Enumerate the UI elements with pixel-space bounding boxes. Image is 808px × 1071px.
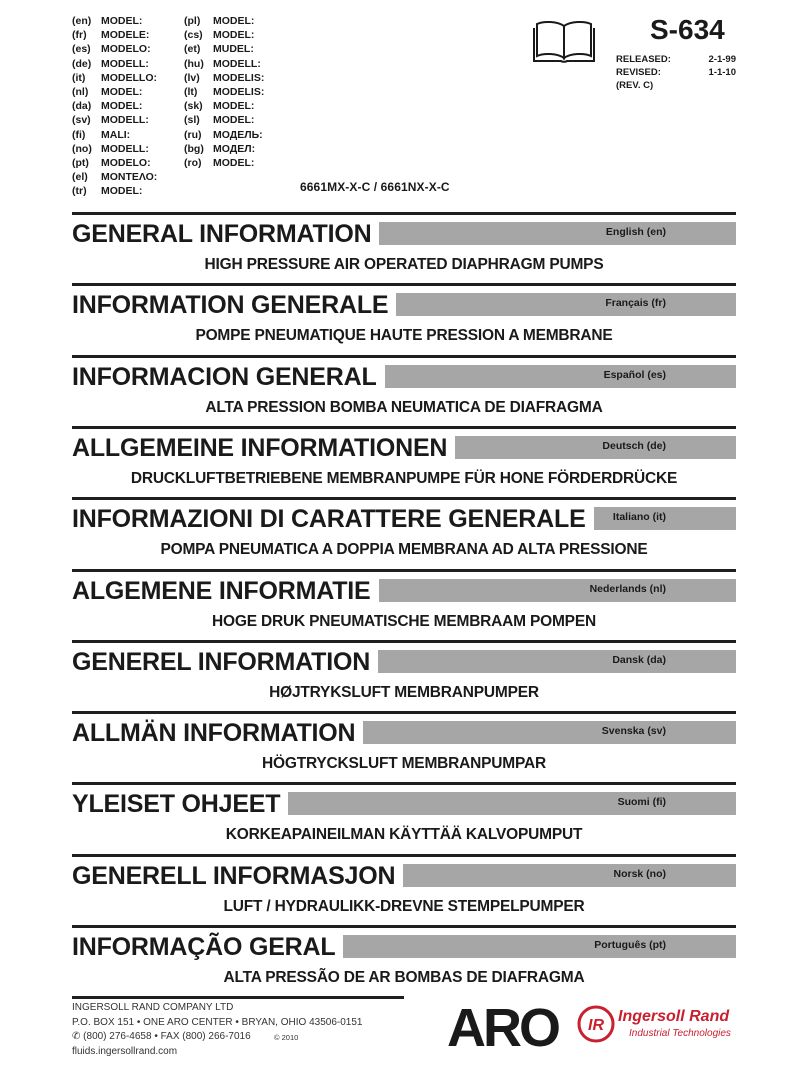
model-label: MODELL: <box>101 114 149 127</box>
model-label: MODEL: <box>213 15 255 27</box>
section-title: GENERAL INFORMATION <box>72 220 372 248</box>
postal-address: P.O. BOX 151 • ONE ARO CENTER • BRYAN, OHIO 43506-0151 <box>72 1016 363 1028</box>
model-row <box>184 113 264 127</box>
section-rule <box>72 355 736 358</box>
model-row <box>184 42 264 56</box>
section-subtitle: LUFT / HYDRAULIKK-DREVNE STEMPELPUMPER <box>223 898 585 915</box>
model-label: МОДЕЛ: <box>213 142 256 155</box>
language-code: (sl) <box>184 114 200 127</box>
language-bar <box>288 792 736 815</box>
language-bar <box>343 935 736 958</box>
model-label: MODEL: <box>213 114 255 127</box>
model-label: MALI: <box>101 128 131 141</box>
model-row <box>184 85 264 99</box>
language-code: (ro) <box>184 157 202 170</box>
model-row <box>72 99 157 113</box>
model-label: MODEL: <box>213 157 255 170</box>
released-label: RELEASED: <box>616 54 671 65</box>
footer-address <box>72 1001 362 1059</box>
language-code: (da) <box>72 100 92 113</box>
model-list-col2 <box>184 14 264 170</box>
language-code: (hu) <box>184 57 204 70</box>
phone-icon: ✆ <box>72 1031 84 1042</box>
section-subtitle: HÖGTRYCKSLUFT MEMBRANPUMPAR <box>262 755 546 772</box>
section-title: INFORMAÇÃO GERAL <box>72 933 336 961</box>
section-rule <box>72 782 736 785</box>
language-code: (fr) <box>72 29 87 42</box>
model-row <box>72 170 157 184</box>
revision-code: (REV. C) <box>616 80 654 91</box>
language-code: (sv) <box>72 114 91 127</box>
model-row <box>184 57 264 71</box>
model-label: ΜΟΝΤΕΛΟ: <box>101 171 158 184</box>
document-number: S-634 <box>650 14 725 45</box>
language-code: (lt) <box>184 86 198 99</box>
language-code: (nl) <box>72 86 89 99</box>
section-title: GENEREL INFORMATION <box>72 648 371 676</box>
language-code: (de) <box>72 57 92 70</box>
language-code: (ru) <box>184 128 202 141</box>
section-rule <box>72 497 736 500</box>
language-label: Norsk (no) <box>613 868 666 880</box>
section-title: GENERELL INFORMASJON <box>72 862 396 890</box>
section-rule <box>72 640 736 643</box>
language-bar <box>396 293 736 316</box>
model-row <box>184 128 264 142</box>
model-label: MODEL: <box>101 15 143 27</box>
website: fluids.ingersollrand.com <box>72 1045 178 1057</box>
section-rule <box>72 283 736 286</box>
revised-value: 1-1-10 <box>708 67 736 78</box>
model-row <box>184 99 264 113</box>
section-rule <box>72 711 736 714</box>
language-code: (bg) <box>184 142 204 155</box>
released-value: 2-1-99 <box>708 54 736 65</box>
model-row <box>72 57 157 71</box>
model-row <box>72 184 157 198</box>
section-rule <box>72 854 736 857</box>
model-label: MODEL: <box>101 86 143 99</box>
language-code: (el) <box>72 171 88 184</box>
footer-rule <box>72 996 404 999</box>
model-row <box>184 71 264 85</box>
section-rule <box>72 925 736 928</box>
model-row <box>72 85 157 99</box>
language-label: Nederlands (nl) <box>589 583 666 595</box>
model-label: MODEL: <box>101 100 143 113</box>
model-label: MODELL: <box>213 57 261 70</box>
language-bar <box>594 507 736 530</box>
model-row <box>72 113 157 127</box>
model-label: MODELL: <box>101 57 149 70</box>
language-label: Português (pt) <box>594 939 666 951</box>
ingersoll-rand-name: Ingersoll Rand <box>618 1008 730 1025</box>
model-label: MODELLO: <box>101 71 157 84</box>
section-title: YLEISET OHJEET <box>72 790 281 818</box>
language-code: (pt) <box>72 157 89 170</box>
section-title: INFORMACION GENERAL <box>72 363 377 391</box>
section-subtitle: KORKEAPAINEILMAN KÄYTTÄÄ KALVOPUMPUT <box>225 826 583 843</box>
section-title: ALLGEMEINE INFORMATIONEN <box>72 434 448 462</box>
model-number: 6661MX-X-C / 6661NX-X-C <box>300 180 450 194</box>
phone-fax: (800) 276-4658 • FAX (800) 266-7016 <box>83 1031 251 1042</box>
model-label: MODEL: <box>213 29 255 42</box>
section-subtitle: DRUCKLUFTBETRIEBENE MEMBRANPUMPE FÜR HONE FÖRDERDRÜCKE <box>130 470 678 487</box>
model-row <box>72 71 157 85</box>
language-label: Dansk (da) <box>612 654 666 666</box>
language-label: Français (fr) <box>605 297 666 309</box>
language-label: Deutsch (de) <box>602 440 666 452</box>
revised-label: REVISED: <box>616 67 661 78</box>
language-code: (no) <box>72 142 92 155</box>
copyright: © 2010 <box>274 1033 299 1042</box>
model-row <box>184 28 264 42</box>
section-subtitle: POMPA PNEUMATICA A DOPPIA MEMBRANA AD ALTA PRESSIONE <box>160 541 648 558</box>
model-label: MODELE: <box>101 29 150 42</box>
section-subtitle: HØJTRYKSLUFT MEMBRANPUMPER <box>269 684 539 701</box>
section-rule <box>72 426 736 429</box>
model-row <box>184 14 264 28</box>
ir-mark: IR <box>588 1017 604 1034</box>
language-label: Español (es) <box>603 369 666 381</box>
revision-info <box>616 53 736 92</box>
ingersoll-rand-subtitle: Industrial Technologies <box>629 1028 731 1039</box>
section-rule <box>72 212 736 215</box>
model-label: MODELO: <box>101 157 151 170</box>
section-title: INFORMATION GENERALE <box>72 291 389 319</box>
model-label: МОДЕЛЬ: <box>213 128 263 141</box>
model-row <box>184 156 264 170</box>
section-title: ALLMÄN INFORMATION <box>72 719 356 747</box>
language-code: (pl) <box>184 15 201 27</box>
model-row <box>72 142 157 156</box>
model-label: MODELO: <box>101 43 151 56</box>
model-label: MUDEL: <box>213 43 254 56</box>
language-label: English (en) <box>605 226 666 238</box>
model-list-col1 <box>72 14 157 199</box>
model-label: MODELL: <box>101 142 149 155</box>
language-bar <box>385 365 736 388</box>
section-subtitle: HOGE DRUK PNEUMATISCHE MEMBRAAM POMPEN <box>212 613 596 630</box>
language-bar <box>378 650 736 673</box>
model-label: MODELIS: <box>213 71 265 84</box>
language-code: (es) <box>72 43 91 56</box>
language-code: (lv) <box>184 71 200 84</box>
model-row <box>72 28 157 42</box>
section-subtitle: ALTA PRESSÃO DE AR BOMBAS DE DIAFRAGMA <box>223 969 585 986</box>
language-code: (cs) <box>184 29 203 42</box>
language-label: Italiano (it) <box>612 511 666 523</box>
language-code: (tr) <box>72 185 87 198</box>
model-row <box>72 128 157 142</box>
ingersoll-rand-logo-icon <box>576 1005 616 1043</box>
section-title: INFORMAZIONI DI CARATTERE GENERALE <box>72 505 586 533</box>
language-label: Svenska (sv) <box>601 725 666 737</box>
aro-logo: ARO <box>447 998 558 1058</box>
model-label: MODEL: <box>213 100 255 113</box>
language-code: (it) <box>72 71 86 84</box>
section-subtitle: HIGH PRESSURE AIR OPERATED DIAPHRAGM PUMPS <box>204 256 604 273</box>
manual-book-icon <box>533 18 595 64</box>
section-title: ALGEMENE INFORMATIE <box>72 577 371 605</box>
section-subtitle: ALTA PRESSION BOMBA NEUMATICA DE DIAFRAGMA <box>205 399 603 416</box>
model-label: MODELIS: <box>213 86 265 99</box>
language-bar <box>379 222 736 245</box>
company-name: INGERSOLL RAND COMPANY LTD <box>72 1002 234 1013</box>
model-label: MODEL: <box>101 185 143 198</box>
language-label: Suomi (fi) <box>617 796 666 808</box>
language-code: (sk) <box>184 100 203 113</box>
language-code: (en) <box>72 15 92 27</box>
model-row <box>184 142 264 156</box>
section-rule <box>72 569 736 572</box>
model-row <box>72 14 157 28</box>
model-row <box>72 156 157 170</box>
language-code: (et) <box>184 43 201 56</box>
language-code: (fi) <box>72 128 86 141</box>
language-bar <box>455 436 736 459</box>
language-bar <box>403 864 736 887</box>
model-row <box>72 42 157 56</box>
language-bar <box>363 721 736 744</box>
language-bar <box>379 579 736 602</box>
section-subtitle: POMPE PNEUMATIQUE HAUTE PRESSION A MEMBRANE <box>195 327 613 344</box>
